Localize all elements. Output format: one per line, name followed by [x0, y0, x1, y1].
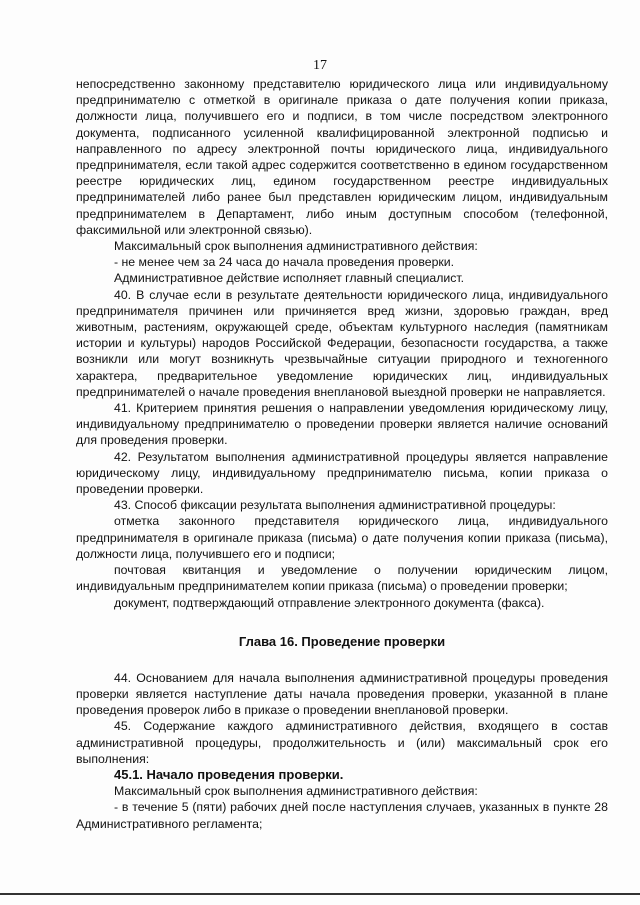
paragraph-item-45: 45. Содержание каждого административного действия, входящего в состав административной процедуры, продолжительность и (или) максимальный срок его выполнения:: [76, 719, 608, 766]
paragraph-max-term-2: Максимальный срок выполнения административного действия:: [114, 784, 478, 799]
paragraph-item-41: 41. Критерием принятия решения о направлении уведомления юридическому лицу, индивидуальному предпринимателю о проведении проверки является наличие оснований для проведения проверки.: [76, 401, 608, 448]
paragraph-fixation-document: документ, подтверждающий отправление электронного документа (факса).: [114, 595, 545, 610]
paragraph-item-42: 42. Результатом выполнения административной процедуры является направление юридическому лицу, индивидуальному предпринимателю письма, копии приказа о проведении проверки.: [76, 449, 608, 497]
chapter-heading: Глава 16. Проведение проверки: [238, 633, 446, 649]
page-bottom-edge: [0, 893, 640, 895]
paragraph-term-24h: - не менее чем за 24 часа до начала проведения проверки.: [114, 255, 455, 270]
paragraph-notification-delivery: непосредственно законному представителю юридического лица или индивидуальному предпринимателю с отметкой в оригинале приказа о дате получения копии приказа, должности лица, получившего его и подписи, в том числе посредством электронного документа, подписанного усиленной квалифицированной электронной подписью и направленного по адресу электронной почты юридического лица, индивидуального предпринимателя, если такой адрес содержится соответственно в едином государственном реестре юридических лиц, едином государственном реестре индивидуальных предпринимателей либо ранее был представлен юридическим лицом, индивидуальным предпринимателем в Департамент, либо иным доступным способом (телефонной, факсимильной или электронной связью).: [76, 77, 608, 237]
page-number: 17: [313, 58, 327, 73]
paragraph-item-44: 44. Основанием для начала выполнения административной процедуры проведения проверки является наступление даты начала проведения проверки, указанной в плане проведения проверок либо в приказе о проведении внеплановой проверки.: [76, 670, 608, 718]
paragraph-term-5-days: - в течение 5 (пяти) рабочих дней после наступления случаев, указанных в пункте 28 Административного регламента;: [76, 800, 608, 831]
paragraph-fixation-receipt: почтовая квитанция и уведомление о получении юридическим лицом, индивидуальным предпринимателем копии приказа (письма) о проведении проверки;: [76, 563, 608, 594]
paragraph-fixation-mark: отметка законного представителя юридического лица, индивидуального предпринимателя в оригинале приказа (письма) о дате получения копии приказа (письма), должности лица, получившего его и подписи;: [76, 514, 608, 561]
paragraph-max-term: Максимальный срок выполнения административного действия:: [114, 239, 478, 254]
document-body: [76, 76, 608, 832]
paragraph-executor: Административное действие исполняет главный специалист.: [114, 271, 465, 286]
subsection-heading: 45.1. Начало проведения проверки.: [114, 766, 344, 782]
paragraph-item-40: 40. В случае если в результате деятельности юридического лица, индивидуального предпринимателя причинен или причиняется вред жизни, здоровью граждан, вред животным, растениям, окружающей среде, объектам культурного наследия (памятникам истории и культуры) народов Российской Федерации, безопасности государства, а также возникли или могут возникнуть чрезвычайные ситуации природного и техногенного характера, предварительное уведомление юридических лиц, индивидуальных предпринимателей о начале проведения внеплановой выездной проверки не направляется.: [76, 287, 608, 399]
paragraph-item-43: 43. Способ фиксации результата выполнения административной процедуры:: [114, 498, 556, 513]
